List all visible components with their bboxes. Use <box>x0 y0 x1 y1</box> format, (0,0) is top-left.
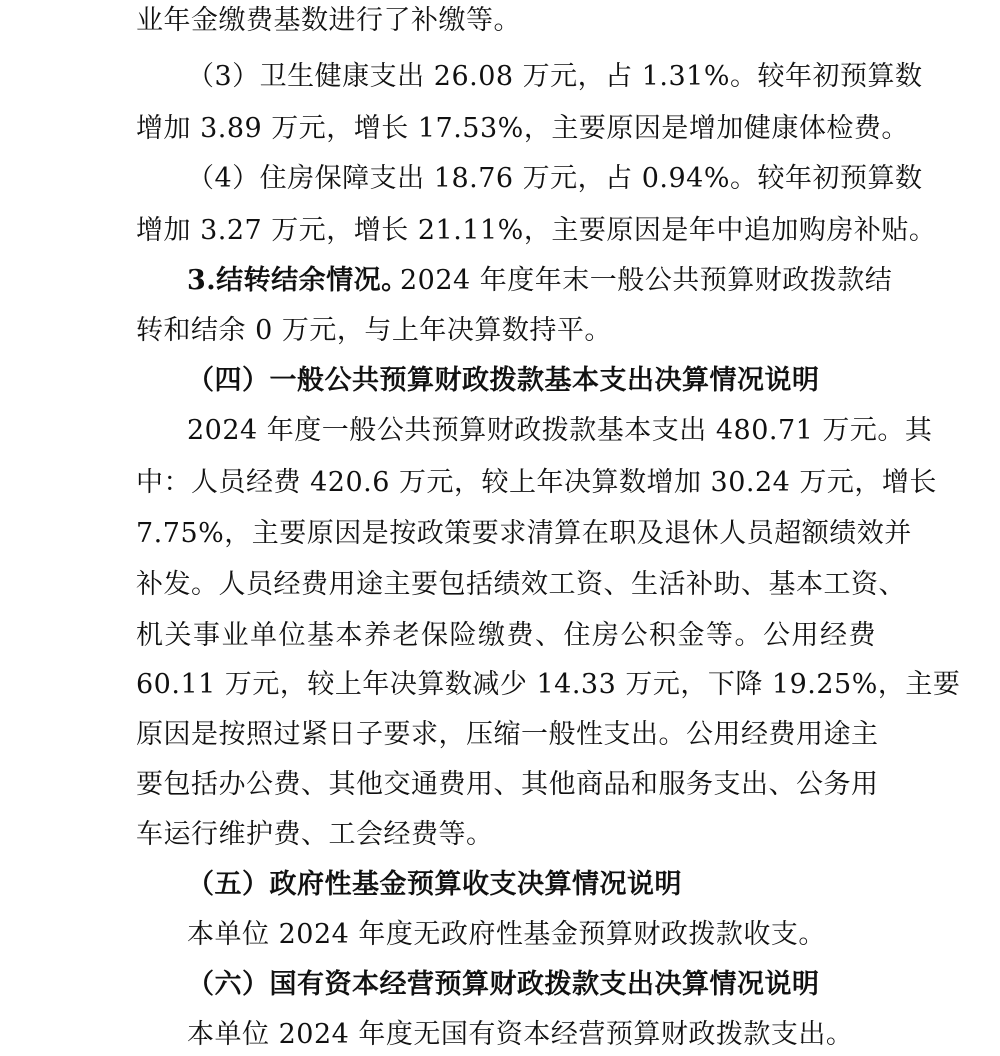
paragraph-line: 2024 年度年末一般公共预算财政拨款结 <box>400 265 893 296</box>
paragraph-line: 本单位 2024 年度无政府性基金预算财政拨款收支。 <box>187 919 826 950</box>
paragraph-line: 增加 3.89 万元，增长 17.53%，主要原因是增加健康体检费。 <box>136 113 909 144</box>
paragraph-line: 中：人员经费 420.6 万元，较上年决算数增加 30.24 万元，增长 <box>136 467 937 498</box>
paragraph-line: 原因是按照过紧日子要求，压缩一般性支出。公用经费用途主 <box>136 719 879 750</box>
paragraph-line: 本单位 2024 年度无国有资本经营预算财政拨款支出。 <box>187 1019 854 1050</box>
paragraph-line: （4）住房保障支出 18.76 万元，占 0.94%。较年初预算数 <box>187 163 923 194</box>
paragraph-line: 60.11 万元，较上年决算数减少 14.33 万元，下降 19.25%，主要 <box>136 669 961 700</box>
paragraph-line: 机关事业单位基本养老保险缴费、住房公积金等。公用经费 <box>136 620 876 651</box>
paragraph-line: 转和结余 0 万元，与上年决算数持平。 <box>136 315 612 346</box>
paragraph-line: 要包括办公费、其他交通费用、其他商品和服务支出、公务用 <box>136 769 879 800</box>
section-heading: （五）政府性基金预算收支决算情况说明 <box>187 869 682 900</box>
paragraph-line: 2024 年度一般公共预算财政拨款基本支出 480.71 万元。其 <box>187 415 933 446</box>
paragraph-line: 业年金缴费基数进行了补缴等。 <box>136 5 521 36</box>
paragraph-line: 7.75%，主要原因是按政策要求清算在职及退休人员超额绩效并 <box>136 518 912 549</box>
paragraph-line: 补发。人员经费用途主要包括绩效工资、生活补助、基本工资、 <box>136 569 906 600</box>
paragraph-line: （3）卫生健康支出 26.08 万元，占 1.31%。较年初预算数 <box>187 61 923 92</box>
paragraph-line: 车运行维护费、工会经费等。 <box>136 819 494 850</box>
section-heading: （四）一般公共预算财政拨款基本支出决算情况说明 <box>187 365 820 396</box>
paragraph-line: 增加 3.27 万元，增长 21.11%，主要原因是年中追加购房补贴。 <box>136 215 937 246</box>
section-heading: （六）国有资本经营预算财政拨款支出决算情况说明 <box>187 969 820 1000</box>
section-heading-inline: 3.结转结余情况。 <box>187 265 409 296</box>
